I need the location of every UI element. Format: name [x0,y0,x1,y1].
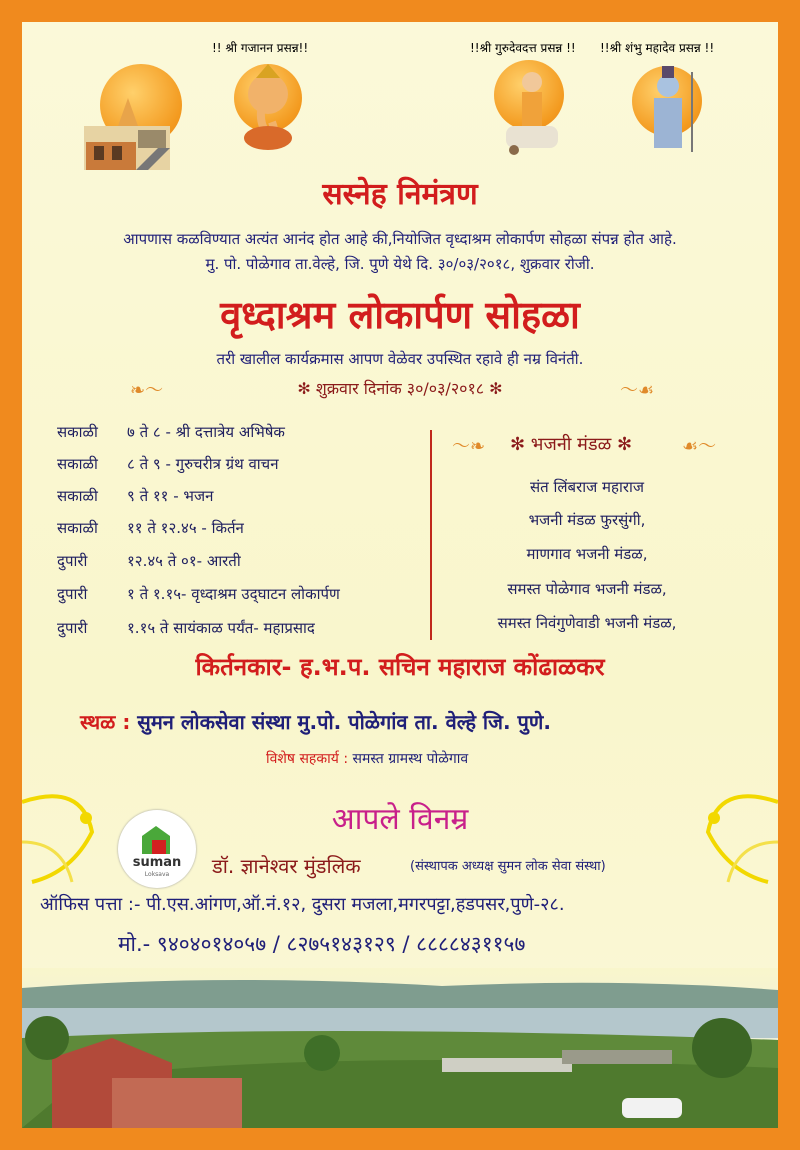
schedule-what: १.१५ ते सायंकाळ पर्यंत- महाप्रसाद [127,619,315,637]
schedule-row [57,486,213,506]
date-line: ✻ शुक्रवार दिनांक ३०/०३/२०१८ ✻ [297,379,503,398]
landscape-photo [22,968,778,1128]
schedule-row [57,584,340,604]
schedule-when: सकाळी [57,423,98,441]
cooperation-line [266,749,468,768]
bhajan-item: समस्त पोळेगाव भजनी मंडळ, [507,580,667,598]
logo-sub: Loksava [144,871,170,878]
suman-logo [118,810,196,888]
cooperation-label: विशेष सहकार्य : [266,751,349,767]
schedule-row [57,422,285,442]
organizer-designation: (संस्थापक अध्यक्ष सुमन लोक सेवा संस्था) [410,859,606,874]
event-title: वृध्दाश्रम लोकार्पण सोहळा [220,293,580,337]
schedule-row [57,518,244,538]
venue-value: सुमन लोकसेवा संस्था मु.पो. पोळेगांव ता. वेल्हे जि. पुणे. [137,710,551,734]
flourish-right-icon: ☙〜 [682,436,717,457]
invite-line-1: आपणास कळविण्यात अत्यंत आनंद होत आहे की,नियोजित वृध्दाश्रम लोकार्पण सोहळा संपन्न होत आहे. [123,230,677,248]
schedule-when: दुपारी [57,552,88,570]
schedule-when: सकाळी [57,487,98,505]
phone-numbers: मो.- ९४०४०१४०५७ / ८२७५१४३१२९ / ८८८८४३११५७ [118,932,526,956]
bhajan-item: समस्त निवंगुणेवाडी भजनी मंडळ, [497,614,677,632]
blessing-gurudev: !!श्री गुरुदेवदत्त प्रसन्न !! [470,41,576,55]
office-address: ऑफिस पत्ता :- पी.एस.आंगण,ऑ.नं.१२, दुसरा मजला,मगरपट्टा,हडपसर,पुणे-२८. [40,894,565,915]
temple-building-image [78,94,174,174]
column-divider [430,430,432,640]
bhajan-heading: ✻ भजनी मंडळ ✻ [510,434,633,455]
schedule-when: दुपारी [57,585,88,603]
kirtankar-line: किर्तनकार- ह.भ.प. सचिन महाराज कोंढाळकर [195,653,605,681]
schedule-what: ११ ते १२.४५ - किर्तन [127,519,244,537]
schedule-what: ९ ते ११ - भजन [127,487,214,505]
bhajan-item: संत लिंबराज महाराज [530,478,644,496]
flourish-left-icon: ❧〜 [130,380,164,401]
schedule-when: दुपारी [57,619,88,637]
regards-line: आपले विनम्र [331,802,469,837]
dattatreya-image [492,60,572,158]
invitation-card [22,22,778,1128]
organizer-name: डॉ. ज्ञानेश्वर मुंडलिक [212,854,361,878]
bhajan-item: माणगाव भजनी मंडळ, [526,545,648,563]
flourish-right-icon: 〜☙ [620,380,655,401]
shiva-image [626,62,710,158]
floral-ornament-right [658,762,778,922]
cooperation-value: समस्त ग्रामस्थ पोळेगाव [352,751,469,767]
schedule-what: १ ते १.१५- वृध्दाश्रम उद्‍घाटन लोकार्पण [127,585,340,603]
venue-label: स्थळ : [80,710,131,734]
logo-brand: suman [132,855,182,870]
schedule-what: १२.४५ ते ०१- आरती [127,552,241,570]
schedule-row [57,618,315,638]
request-line: तरी खालील कार्यक्रमास आपण वेळेवर उपस्थित रहावे ही नम्र विनंती. [216,350,584,368]
venue-line [80,708,551,735]
schedule-row [57,454,279,474]
blessing-gajanan: !! श्री गजानन प्रसन्न!! [212,41,309,55]
invite-line-2: मु. पो. पोळेगाव ता.वेल्हे, जि. पुणे येथे दि. ३०/०३/२०१८, शुक्रवार रोजी. [205,255,595,273]
schedule-row [57,551,241,571]
schedule-what: ८ ते ९ - गुरुचरीत्र ग्रंथ वाचन [127,455,279,473]
ganesha-image [228,64,308,150]
blessing-shambhu: !!श्री शंभु महादेव प्रसन्न !! [600,41,715,55]
flourish-left-icon: 〜❧ [452,436,486,457]
schedule-when: सकाळी [57,455,98,473]
schedule-when: सकाळी [57,519,98,537]
bhajan-item: भजनी मंडळ फुरसुंगी, [528,511,646,529]
invitation-title: सस्नेह निमंत्रण [322,177,478,212]
schedule-what: ७ ते ८ - श्री दत्तात्रेय अभिषेक [127,423,285,441]
